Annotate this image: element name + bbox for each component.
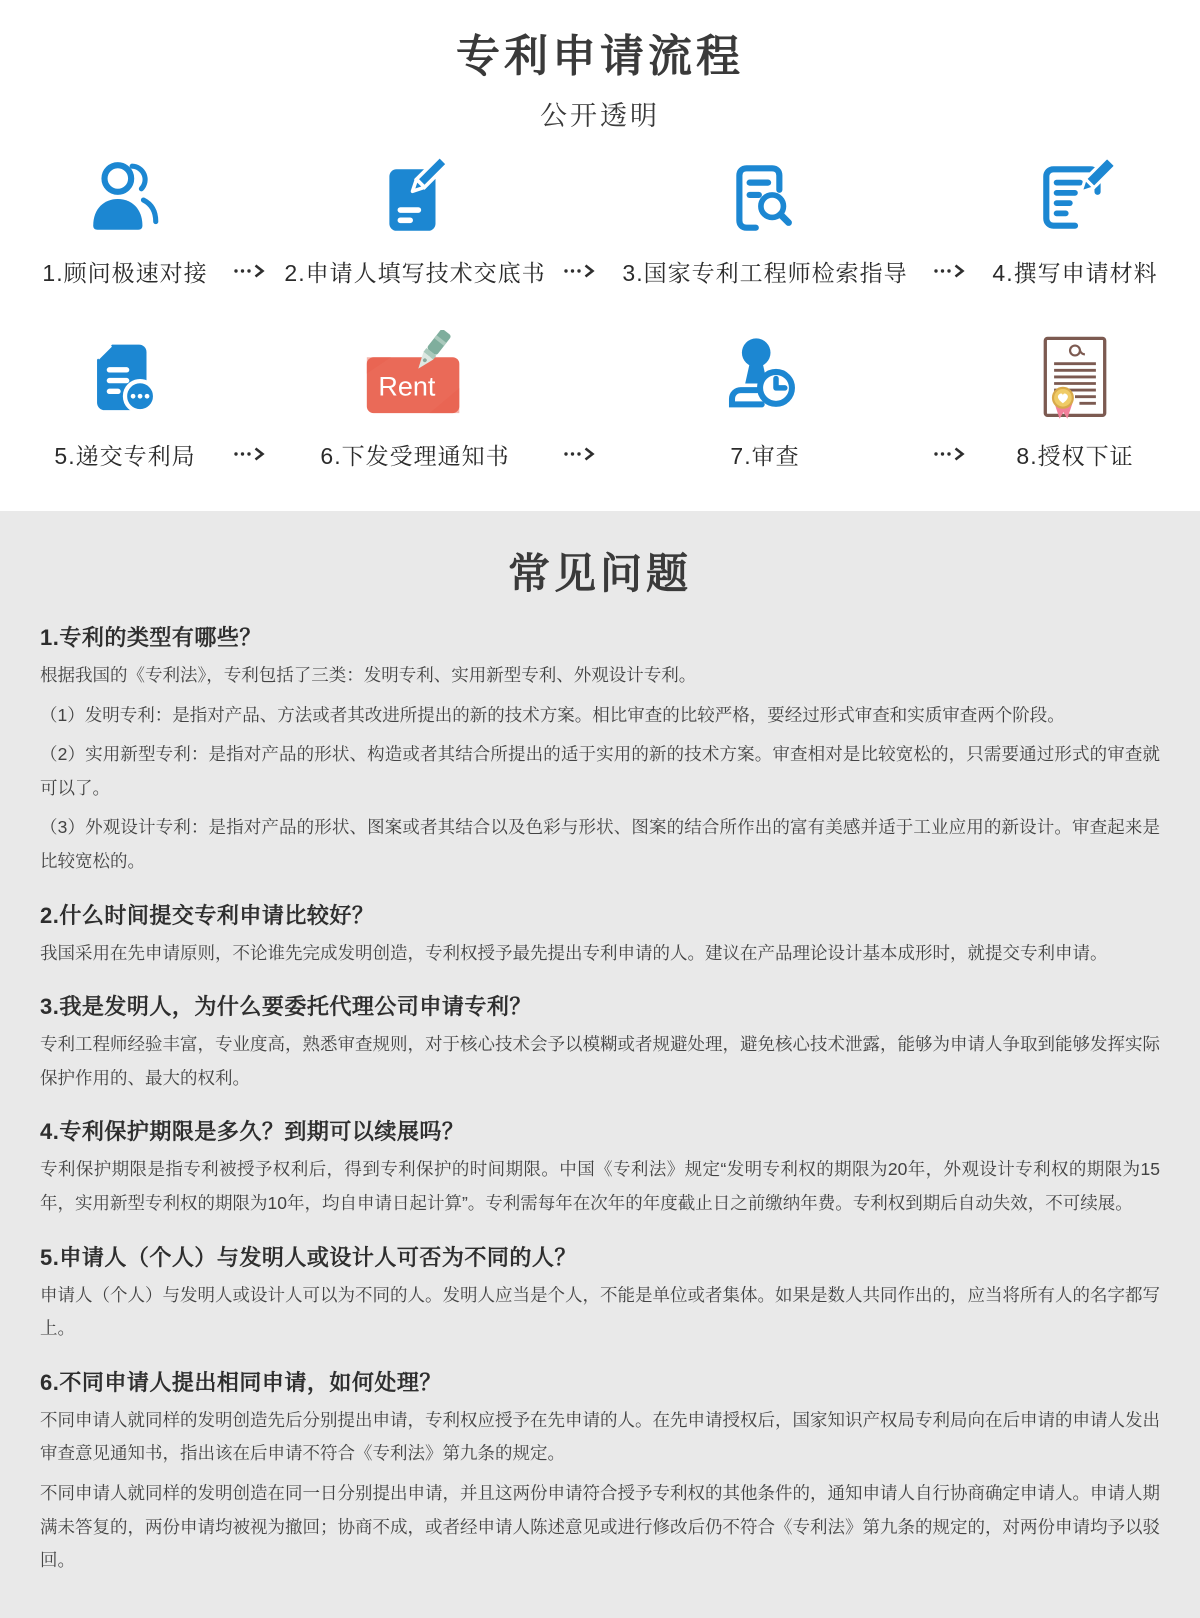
faq-answer: 专利保护期限是指专利被授予权利后，得到专利保护的时间期限。中国《专利法》规定“发明专利权的期限为20年，外观设计专利权的期限为15年，实用新型专利权的期限为10年，均自申请日起计算”。专利需每年在次年的年度截止日之前缴纳年费。专利权到期后自动失效，不可续展。 bbox=[40, 1159, 1160, 1213]
step-label: 8.授权下证 bbox=[1016, 443, 1134, 469]
rent-stamp-icon bbox=[362, 322, 468, 422]
document-pen-icon bbox=[1034, 147, 1116, 239]
process-row-2 bbox=[0, 322, 1200, 471]
document-edit-icon bbox=[374, 147, 456, 239]
faq-question: 4.专利保护期限是多久？到期可以续展吗？ bbox=[40, 1119, 465, 1145]
step-label: 5.递交专利局 bbox=[54, 443, 196, 469]
step-submit-patent-office bbox=[20, 322, 230, 471]
faq-question: 2.什么时间提交专利申请比较好？ bbox=[40, 902, 375, 928]
document-message-icon bbox=[82, 322, 168, 422]
consultant-user-icon bbox=[84, 147, 166, 239]
faq-question: 6.不同申请人提出相同申请，如何处理？ bbox=[40, 1369, 442, 1395]
step-label: 1.顾问极速对接 bbox=[42, 260, 208, 286]
dashed-arrow-icon bbox=[930, 447, 970, 471]
faq-answer: （3）外观设计专利：是指对产品的形状、图案或者其结合以及色彩与形状、图案的结合所作出的富有美感并适于工业应用的新设计。审查起来是比较宽松的。 bbox=[40, 817, 1160, 871]
step-label: 2.申请人填写技术交底书 bbox=[284, 260, 546, 286]
dashed-arrow-icon bbox=[930, 264, 970, 288]
dashed-arrow-icon bbox=[230, 264, 270, 288]
faq-question: 3.我是发明人，为什么要委托代理公司申请专利？ bbox=[40, 994, 532, 1020]
faq-title: 常见问题 bbox=[507, 550, 692, 597]
faq-question: 5.申请人（个人）与发明人或设计人可否为不同的人？ bbox=[40, 1244, 577, 1270]
faq-section bbox=[0, 511, 1200, 1618]
faq-answer: 申请人（个人）与发明人或设计人可以为不同的人。发明人应当是个人，不能是单位或者集体。如果是数人共同作出的，应当将所有人的名字都写上。 bbox=[40, 1284, 1160, 1339]
faq-item bbox=[40, 1366, 1160, 1578]
step-examination bbox=[600, 322, 930, 471]
certificate-icon bbox=[1031, 322, 1119, 422]
step-grant-certificate bbox=[970, 322, 1180, 471]
dashed-arrow-icon bbox=[560, 447, 600, 471]
faq-item bbox=[40, 621, 1160, 879]
step-label: 3.国家专利工程师检索指导 bbox=[622, 260, 908, 286]
faq-item bbox=[40, 1241, 1160, 1346]
faq-answer: （2）实用新型专利：是指对产品的形状、构造或者其结合所提出的适于实用的新的技术方案。审查相对是比较宽松的，只需要通过形式的审查就可以了。 bbox=[40, 744, 1160, 798]
faq-item bbox=[40, 1115, 1160, 1220]
faq-answer: 根据我国的《专利法》，专利包括了三类：发明专利、实用新型专利、外观设计专利。 bbox=[40, 665, 697, 685]
process-section bbox=[0, 0, 1200, 511]
process-row-1 bbox=[0, 147, 1200, 288]
step-disclosure bbox=[270, 147, 560, 288]
step-label: 7.审查 bbox=[730, 443, 800, 469]
step-write-materials bbox=[970, 147, 1180, 288]
page-subtitle: 公开透明 bbox=[540, 101, 660, 131]
stamp-clock-icon bbox=[721, 322, 809, 422]
step-acceptance-notice bbox=[270, 322, 560, 471]
step-consultant bbox=[20, 147, 230, 288]
faq-answer: （1）发明专利：是指对产品、方法或者其改进所提出的新的技术方案。相比审查的比较严格，要经过形式审查和实质审查两个阶段。 bbox=[40, 704, 1065, 725]
faq-answer: 不同申请人就同样的发明创造先后分别提出申请，专利权应授予在先申请的人。在先申请授权后，国家知识产权局专利局向在后申请的申请人发出审查意见通知书，指出该在后申请不符合《专利法》第九条的规定。 bbox=[40, 1409, 1160, 1464]
page-title: 专利申请流程 bbox=[456, 32, 744, 81]
faq-item bbox=[40, 899, 1160, 971]
dashed-arrow-icon bbox=[230, 447, 270, 471]
faq-answer: 专利工程师经验丰富，专业度高，熟悉审查规则，对于核心技术会予以模糊或者规避处理，避免核心技术泄露，能够为申请人争取到能够发挥实际保护作用的、最大的权利。 bbox=[40, 1034, 1160, 1088]
faq-answer: 我国采用在先申请原则，不论谁先完成发明创造，专利权授予最先提出专利申请的人。建议在产品理论设计基本成形时，就提交专利申请。 bbox=[40, 942, 1108, 963]
step-label: 4.撰写申请材料 bbox=[992, 260, 1158, 286]
step-label: 6.下发受理通知书 bbox=[320, 443, 510, 469]
faq-item bbox=[40, 990, 1160, 1095]
faq-answer: 不同申请人就同样的发明创造在同一日分别提出申请，并且这两份申请符合授予专利权的其他条件的，通知申请人自行协商确定申请人。申请人期满未答复的，两份申请均被视为撤回；协商不成，或者经申请人陈述意见或进行修改后仍不符合《专利法》第九条的规定的，对两份申请均予以驳回。 bbox=[40, 1482, 1160, 1571]
dashed-arrow-icon bbox=[560, 264, 600, 288]
svg-text:Rent: Rent bbox=[378, 371, 436, 402]
document-search-icon bbox=[724, 147, 806, 239]
faq-question: 1.专利的类型有哪些？ bbox=[40, 625, 262, 650]
step-search-guidance bbox=[600, 147, 930, 288]
